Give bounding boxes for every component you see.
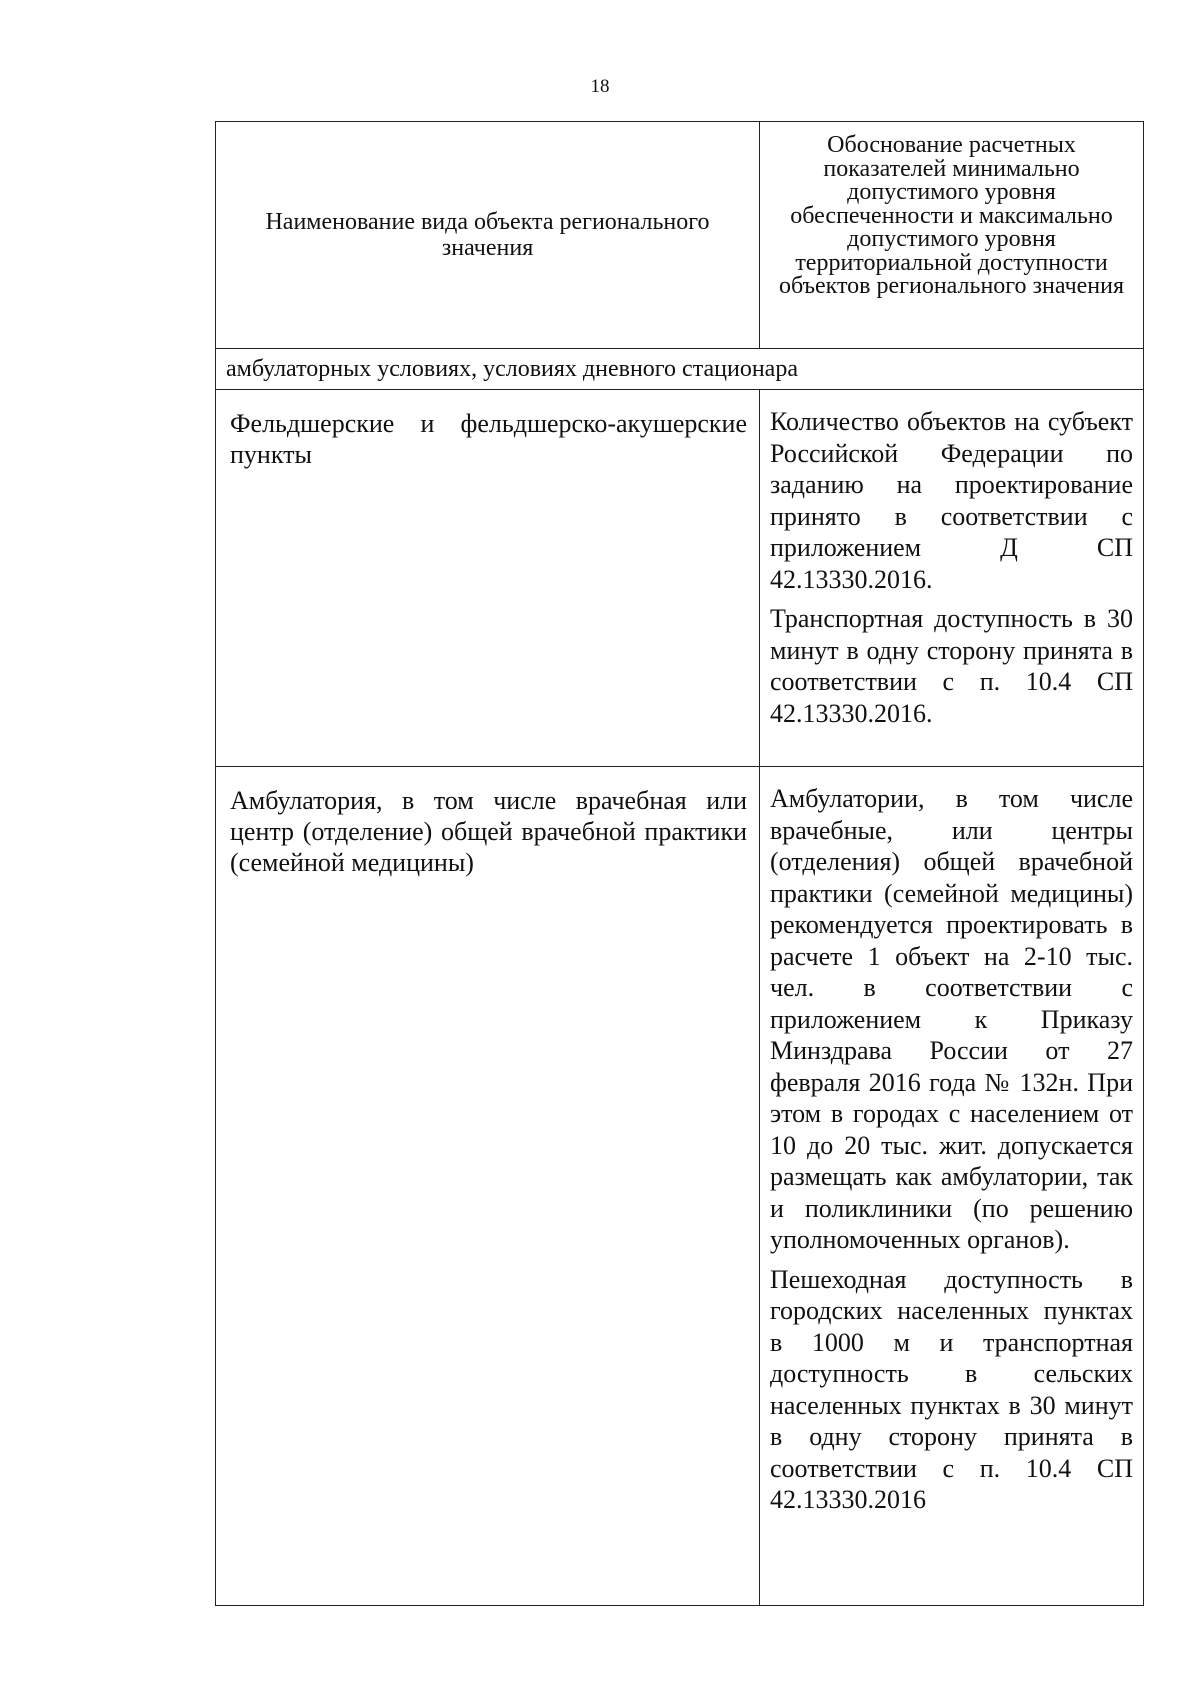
page-number: 18 bbox=[590, 76, 610, 97]
justification-paragraph: Амбулатории, в том числе врачебные, или центры (отделения) общей врачебной практики (семейной медицины) рекомендуется проектировать в расчете 1 объект на 2-10 тыс. чел. в соответствии с приложением к Приказу Минздрава России от 27 февраля 2016 года № 132н. При этом в городах с населением от 10 до 20 тыс. жит. допускается размещать как амбулатории, так и поликлиники (по решению уполномоченных органов). bbox=[770, 784, 1133, 1254]
justification-paragraph: Транспортная доступность в 30 минут в одну сторону принята в соответствии с п. 10.4 СП 42.13330.2016. bbox=[770, 604, 1133, 728]
table-row bbox=[216, 767, 1144, 1606]
justification-cell bbox=[760, 390, 1144, 767]
section-heading: амбулаторных условиях, условиях дневного стационара bbox=[216, 349, 1144, 390]
regional-objects-table bbox=[215, 121, 1144, 1606]
justification-cell bbox=[760, 767, 1144, 1606]
object-name-cell: Амбулатория, в том числе врачебная или центр (отделение) общей врачебной практики (семейной медицины) bbox=[216, 767, 760, 1606]
header-justification: Обоснование расчетных показателей минимально допустимого уровня обеспеченности и максимально допустимого уровня территориальной доступности объектов регионального значения bbox=[760, 122, 1144, 349]
table-header-row bbox=[216, 122, 1144, 349]
section-heading-row bbox=[216, 349, 1144, 390]
object-name-cell: Фельдшерские и фельдшерско-акушерские пункты bbox=[216, 390, 760, 767]
table-row bbox=[216, 390, 1144, 767]
justification-paragraph: Пешеходная доступность в городских населенных пунктах в 1000 м и транспортная доступность в сельских населенных пунктах в 30 минут в одну сторону принята в соответствии с п. 10.4 СП 42.13330.2016 bbox=[770, 1264, 1133, 1514]
justification-paragraph: Количество объектов на субъект Российской Федерации по заданию на проектирование принято в соответствии с приложением Д СП 42.13330.2016. bbox=[770, 407, 1133, 594]
header-object-type: Наименование вида объекта регионального значения bbox=[216, 122, 760, 349]
